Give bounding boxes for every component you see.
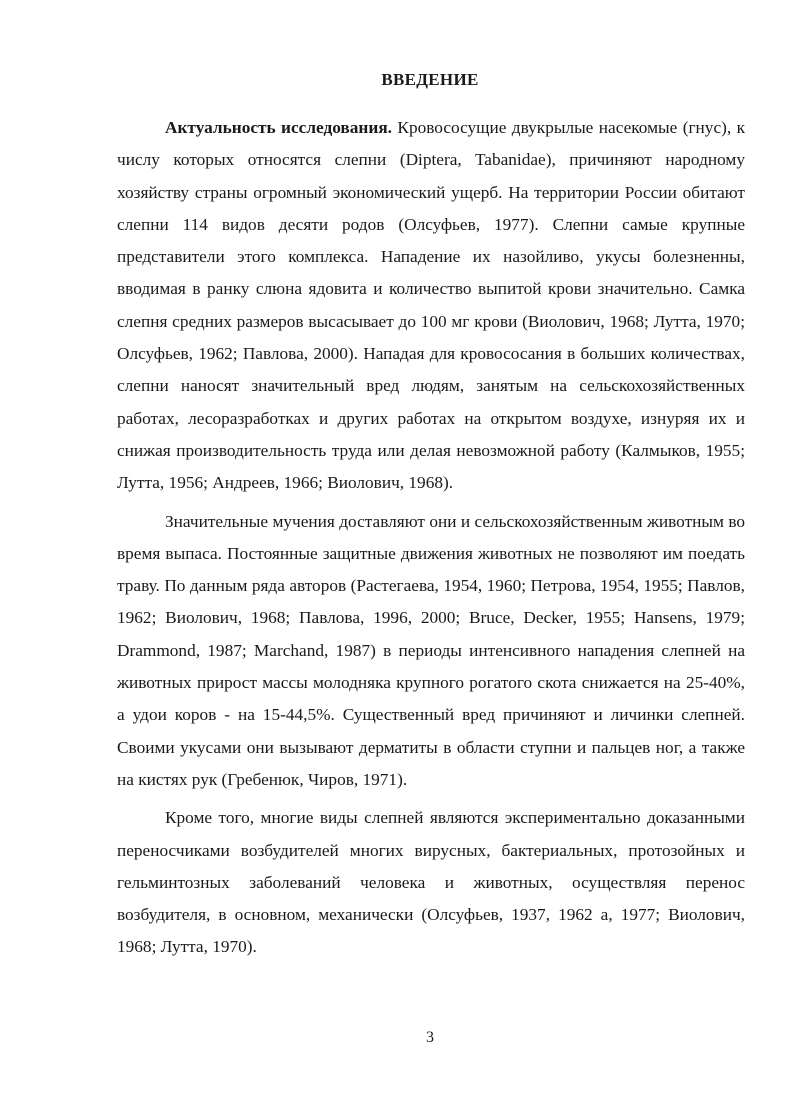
paragraph-relevance (117, 112, 745, 500)
body-text (117, 112, 745, 964)
paragraph-lead: Актуальность исследования. (165, 118, 392, 137)
page-number: 3 (426, 1029, 434, 1046)
paragraph-livestock: Значительные мучения доставляют они и сельскохозяйственным животным во время выпаса. Постоянные защитные движения животных не позволяют им поедать траву. По данным ряда авторов (Растегаева, 1954, 1960; Петрова, 1954, 1955; Павлов, 1962; Виолович, 1968; Павлова, 1996, 2000; Bruce, Decker, 1955; Hansens, 1979; Drammond, 1987; Marchand, 1987) в периоды интенсивного нападения слепней на животных прирост массы молодняка крупного рогатого скота снижается на 25-40%, а удои коров - на 15-44,5%. Существенный вред причиняют и личинки слепней. Своими укусами они вызывают дерматиты в области ступни и пальцев ног, а также на кистях рук (Гребенюк, Чиров, 1971). (117, 511, 745, 789)
paragraph-vectors: Кроме того, многие виды слепней являются экспериментально доказанными переносчиками возбудителей многих вирусных, бактериальных, протозойных и гельминтозных заболеваний человека и животных, осуществляя перенос возбудителя, в основном, механически (Олсуфьев, 1937, 1962 а, 1977; Виолович, 1968; Лутта, 1970). (117, 808, 745, 957)
paragraph-text: Кровососущие двукрылые насекомые (гнус), к числу которых относятся слепни (Diptera, Tabanidae), причиняют народному хозяйству страны огромный экономический ущерб. На территории России обитают слепни 114 видов десяти родов (Олсуфьев, 1977). Слепни самые крупные представители этого комплекса. Нападение их назойливо, укусы болезненны, вводимая в ранку слюна ядовита и количество выпитой крови значительно. Самка слепня средних размеров высасывает до 100 мг крови (Виолович, 1968; Лутта, 1970; Олсуфьев, 1962; Павлова, 2000). Нападая для кровососания в больших количествах, слепни наносят значительный вред людям, занятым на сельскохозяйственных работах, лесоразработках и других работах на открытом воздухе, изнуряя их и снижая производительность труда или делая невозможной работу (Калмыков, 1955; Лутта, 1956; Андреев, 1966; Виолович, 1968). (117, 118, 745, 493)
section-heading: ВВЕДЕНИЕ (381, 70, 479, 89)
